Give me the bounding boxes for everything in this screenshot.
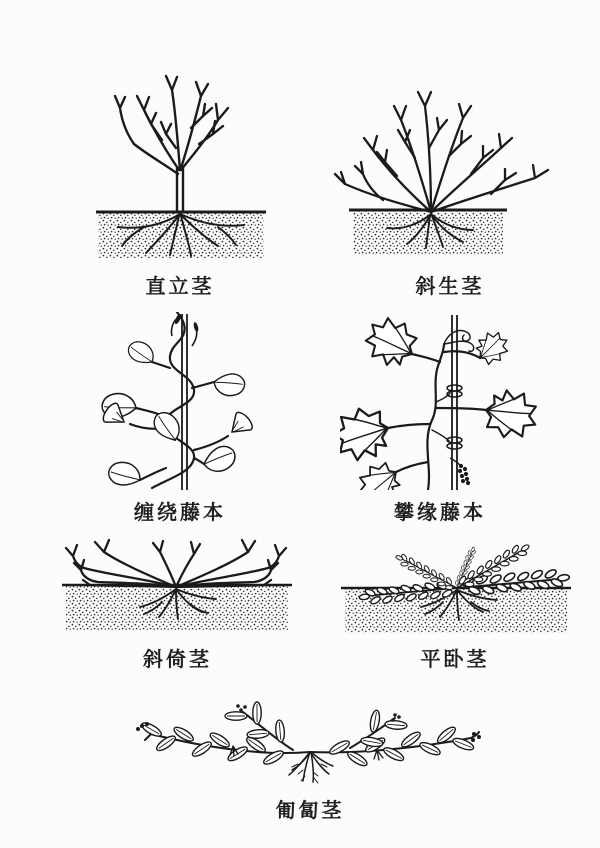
- figure-twining-vine: [75, 312, 285, 525]
- figure-caption: 斜倚茎: [143, 649, 212, 671]
- spreading-stems: [66, 540, 286, 587]
- figure-erect-stem: [55, 58, 305, 299]
- figure-climbing-vine: [335, 312, 545, 525]
- figure-caption: 缠绕藤本: [134, 502, 226, 524]
- prostrate-stem-illustration: [333, 530, 578, 637]
- trunk-and-branches: [115, 76, 228, 212]
- creeping-stem-illustration: [115, 688, 505, 788]
- climbing-vine-illustration: [340, 312, 540, 490]
- figure-caption: 直立茎: [145, 276, 215, 298]
- twining-vine-illustration: [80, 312, 280, 490]
- vine-stem: [388, 344, 486, 490]
- figure-caption: 斜生茎: [415, 276, 485, 298]
- figure-caption: 匍匐茎: [275, 800, 345, 822]
- flower-cluster: [450, 458, 470, 485]
- decumbent-stem-illustration: [50, 532, 305, 637]
- figure-caption: 攀缘藤本: [394, 502, 486, 524]
- fan-stems: [335, 92, 548, 212]
- erect-stem-illustration: [60, 58, 300, 264]
- figure-creeping-stem: [110, 688, 510, 823]
- figure-ascending-stem: [320, 72, 580, 299]
- figure-prostrate-stem: [330, 530, 580, 672]
- figure-caption: 平卧茎: [420, 649, 490, 671]
- figure-decumbent-stem: [50, 532, 305, 672]
- ascending-stem-illustration: [325, 72, 575, 264]
- leaves: [100, 337, 246, 490]
